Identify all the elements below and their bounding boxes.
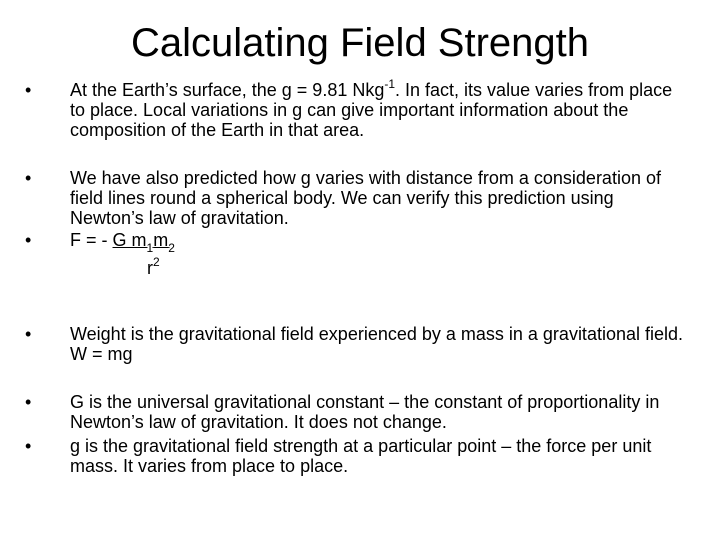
bullet-text: Weight is the gravitational field experienced by a mass in a gravitational field. W = mg — [70, 324, 684, 364]
bullet-text: We have also predicted how g varies with distance from a consideration of field lines round a spherical body. We can verify this prediction using Newton’s law of gravitation. — [70, 168, 661, 228]
bullet-g-strength — [25, 436, 690, 476]
bullet-text: At the Earth’s surface, the g = 9.81 Nkg$^{-1}$. In fact, its value varies from place to place. Local variations in g can give important information about the composition of the Earth in that area. — [70, 77, 673, 140]
bullet-weight — [25, 324, 690, 364]
bullet-marker: • — [25, 436, 32, 456]
bullet-text: g is the gravitational field strength at a particular point – the force per unit mass. It varies from place to place. — [70, 436, 652, 476]
bullet-surface-g — [25, 77, 690, 140]
bullet-marker: • — [25, 168, 32, 188]
bullet-marker: • — [25, 392, 32, 412]
bullet-G-constant — [25, 392, 690, 432]
bullet-equation — [25, 230, 690, 255]
bullet-text: G is the universal gravitational constant – the constant of proportionality in Newton’s law of gravitation. It does not change. — [70, 392, 660, 432]
slide-title: Calculating Field Strength — [130, 21, 590, 65]
bullet-marker: • — [25, 324, 32, 344]
equation-numerator: F = - G $m_1m_2$ — [70, 230, 175, 255]
bullet-marker: • — [25, 80, 32, 100]
bullet-field-lines — [25, 168, 690, 228]
equation-denominator: $r^2$ — [147, 255, 160, 278]
bullet-marker: • — [25, 230, 32, 250]
